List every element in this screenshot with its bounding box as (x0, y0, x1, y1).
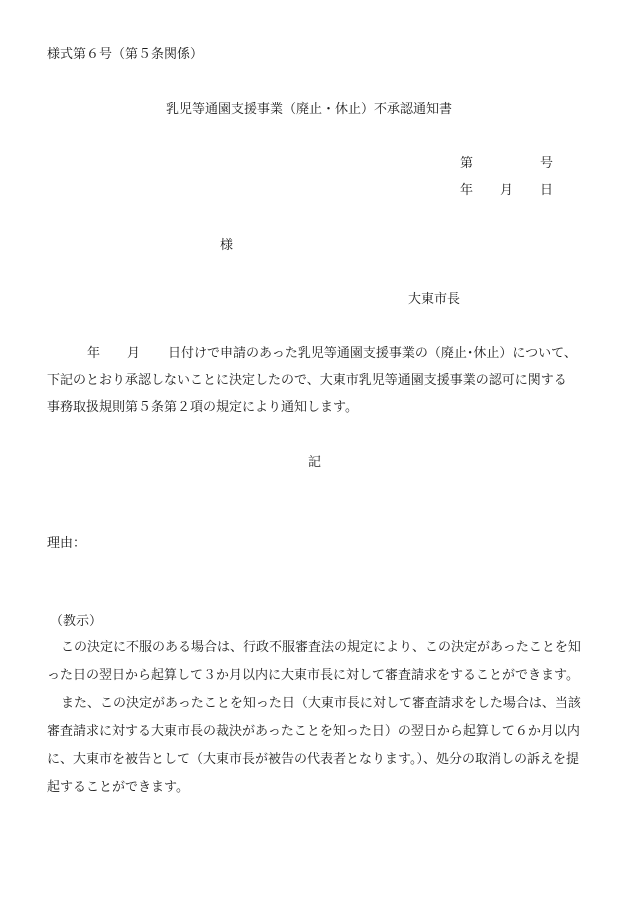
document-title: 乳児等通園支援事業（廃止・休止）不承認通知書 (166, 102, 453, 117)
doc-number-prefix: 第 (460, 156, 474, 171)
ki-heading: 記 (308, 455, 322, 470)
date-day: 日 (540, 183, 554, 198)
issuer-name: 大東市長 (408, 292, 461, 307)
body-line-3: 事務取扱規則第５条第２項の規定により通知します。 (47, 400, 358, 415)
doc-number-suffix: 号 (540, 156, 554, 171)
reason-label: 理由： (47, 536, 87, 551)
body-line-1: 日付けで申請のあった乳児等通園支援事業の（廃止･休止）について、 (168, 346, 577, 361)
notice-body (47, 634, 587, 802)
form-label: 様式第６号（第５条関係） (47, 47, 204, 62)
body-line-2: 下記のとおり承認しないことに決定したので、大東市乳児等通園支援事業の認可に関する (47, 373, 567, 388)
addressee-suffix: 様 (220, 238, 234, 253)
notice-paragraph-2: また、この決定があったことを知った日（大東市長に対して審査請求をした場合は、当該審査請求に対する大東市長の裁決があったことを知った日）の翌日から起算して６か月以内に、大東市を被告として（大東市長が被告の代表者となります。）、処分の取消しの訴えを提起することができます。 (47, 696, 581, 795)
notice-heading: （教示） (50, 614, 103, 629)
date-year: 年 (460, 183, 474, 198)
notice-paragraph-1: この決定に不服のある場合は、行政不服審査法の規定により、この決定があったことを知った日の翌日から起算して３か月以内に大東市長に対して審査請求をすることができます。 (47, 640, 581, 683)
body-year: 年 (87, 346, 101, 361)
date-month: 月 (500, 183, 514, 198)
body-month: 月 (127, 346, 141, 361)
